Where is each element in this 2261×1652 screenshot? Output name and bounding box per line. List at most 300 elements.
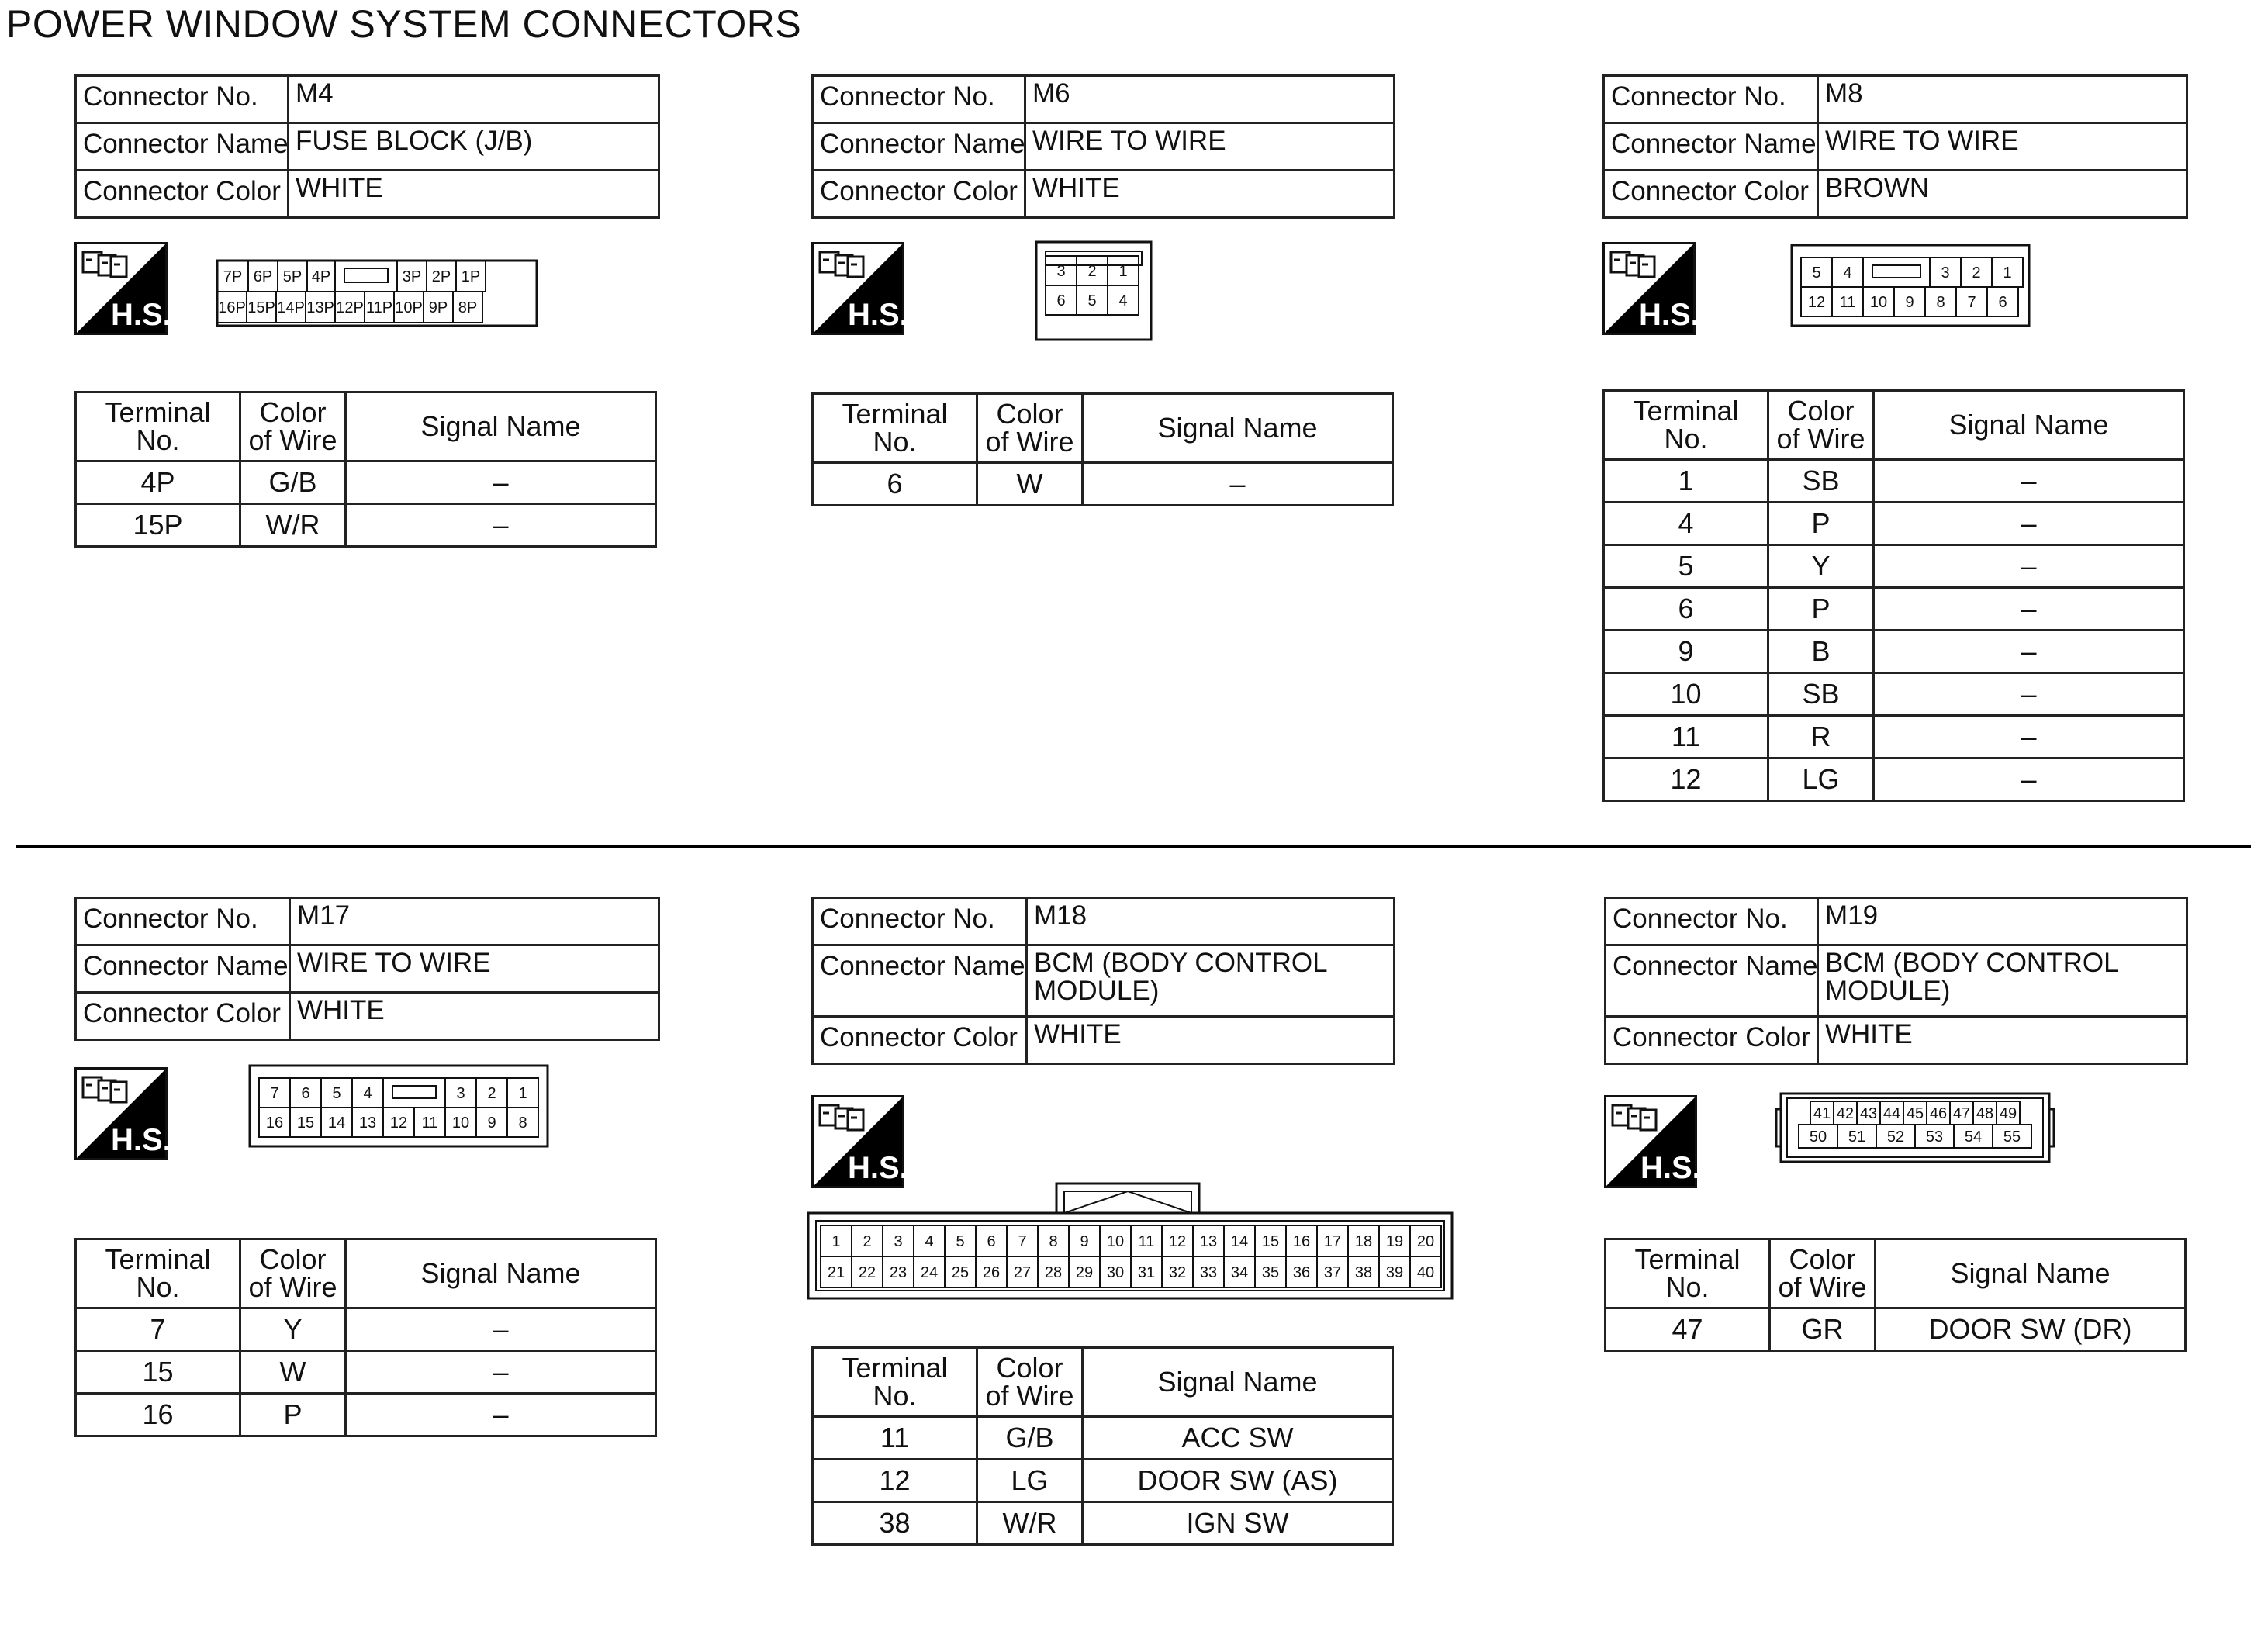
pin-cell <box>1007 1225 1038 1256</box>
pin-cell <box>1987 287 2018 316</box>
connector-color-value: WHITE <box>1025 171 1395 218</box>
pin-cell <box>1348 1256 1379 1287</box>
pin-label: 8 <box>1049 1233 1058 1250</box>
pin-cell <box>1069 1225 1100 1256</box>
terminal-row <box>76 461 656 504</box>
pin-label: 52 <box>1886 1128 1905 1146</box>
connector-shell <box>1792 245 2029 326</box>
pin-cell <box>821 1225 852 1256</box>
connector-no-label: Connector No. <box>813 76 1025 123</box>
pin-cell <box>276 292 306 323</box>
pin-cell <box>1038 1225 1069 1256</box>
pin-label: 26 <box>982 1264 1001 1281</box>
pin-cell <box>1837 1125 1876 1148</box>
pin-label: 48 <box>1976 1105 1994 1122</box>
signal-name-header: Signal Name <box>346 1239 656 1308</box>
wire-color-cell: Y <box>1768 545 1874 588</box>
terminal-row <box>813 1502 1393 1545</box>
connector-info-table <box>811 74 1395 219</box>
pin-label: 45 <box>1906 1105 1924 1122</box>
pin-label: 10 <box>451 1115 470 1132</box>
pin-label: 20 <box>1416 1233 1435 1250</box>
pin-label: 44 <box>1882 1105 1901 1122</box>
pin-label: 6 <box>987 1233 996 1250</box>
connector-name-label: Connector Name <box>76 945 290 993</box>
terminal-no-header: Terminal No. <box>76 1239 240 1308</box>
pin-cell <box>1810 1101 1834 1125</box>
pin-cell <box>1915 1125 1954 1148</box>
pin-cell <box>352 1078 383 1108</box>
pin-label: 14 <box>327 1115 346 1132</box>
pin-cell <box>1857 1101 1880 1125</box>
pin-cell <box>945 1256 976 1287</box>
pin-cell <box>1286 1225 1317 1256</box>
terminal-no-cell: 38 <box>813 1502 977 1545</box>
pin-label: 17 <box>1323 1233 1342 1250</box>
pin-label: 2 <box>1087 263 1097 280</box>
connector-name-label: Connector Name <box>1606 945 1818 1017</box>
connector-no-label: Connector No. <box>1604 76 1818 123</box>
pin-label: 46 <box>1929 1105 1948 1122</box>
pin-cell <box>976 1225 1007 1256</box>
connector-name-value: FUSE BLOCK (J/B) <box>289 123 659 171</box>
pin-cell <box>383 1108 414 1137</box>
pin-label: 24 <box>920 1264 939 1281</box>
terminal-table <box>74 1238 657 1437</box>
pin-label: 55 <box>2003 1128 2021 1146</box>
wire-color-cell: W <box>977 463 1083 506</box>
connector-color-value: WHITE <box>1818 1017 2187 1064</box>
wire-color-cell: W <box>240 1351 346 1394</box>
connector-name-value: WIRE TO WIRE <box>290 945 659 993</box>
pin-cell <box>1162 1256 1193 1287</box>
terminal-row <box>1604 673 2184 716</box>
pin-cell <box>427 261 456 292</box>
pin-label: 34 <box>1230 1264 1249 1281</box>
terminal-no-cell: 15 <box>76 1351 240 1394</box>
pin-cell <box>365 292 394 323</box>
pin-label: 37 <box>1323 1264 1342 1281</box>
pin-label: 3 <box>894 1233 903 1250</box>
hs-badge-label: H.S. <box>1640 1151 1701 1185</box>
pin-label: 47 <box>1952 1105 1971 1122</box>
pin-label: 4 <box>925 1233 934 1250</box>
pin-cell <box>1832 287 1863 316</box>
pin-label: 35 <box>1261 1264 1280 1281</box>
pin-cell <box>476 1108 507 1137</box>
connector-shell <box>250 1066 548 1146</box>
signal-name-cell: – <box>1874 631 2184 673</box>
terminal-no-header: Terminal No. <box>813 394 977 463</box>
pin-label: 30 <box>1106 1264 1125 1281</box>
pin-cell <box>248 261 278 292</box>
connector-no-label: Connector No. <box>813 898 1027 945</box>
terminal-row <box>1604 759 2184 801</box>
wire-color-cell: G/B <box>240 461 346 504</box>
terminal-row <box>1604 503 2184 545</box>
connector-key-slot <box>1872 265 1920 278</box>
terminal-no-cell: 16 <box>76 1394 240 1436</box>
pin-cell <box>1799 1125 1837 1148</box>
pin-cell <box>945 1225 976 1256</box>
terminal-row <box>1604 588 2184 631</box>
pin-cell <box>1903 1101 1927 1125</box>
hs-badge-label: H.S. <box>111 298 171 332</box>
pin-cell <box>1108 256 1139 285</box>
pin-cell <box>1007 1256 1038 1287</box>
terminal-table <box>1604 1238 2187 1352</box>
wire-color-cell: P <box>1768 588 1874 631</box>
pin-cell <box>852 1225 883 1256</box>
connector-color-value: WHITE <box>289 171 659 218</box>
wire-color-cell: W/R <box>977 1502 1083 1545</box>
terminal-no-cell: 12 <box>1604 759 1768 801</box>
pin-cell <box>1108 285 1139 315</box>
pin-cell <box>1162 1225 1193 1256</box>
pin-cell <box>247 292 276 323</box>
terminal-no-cell: 11 <box>813 1417 977 1460</box>
pin-label: 7 <box>1967 294 1976 311</box>
connector-color-label: Connector Color <box>1606 1017 1818 1064</box>
connector-no-label: Connector No. <box>1606 898 1818 945</box>
pin-label: 12 <box>389 1115 408 1132</box>
pin-cell <box>1834 1101 1857 1125</box>
wire-color-cell: G/B <box>977 1417 1083 1460</box>
wire-color-cell: P <box>240 1394 346 1436</box>
pin-cell <box>217 261 248 292</box>
signal-name-header: Signal Name <box>346 392 656 461</box>
connector-info-table <box>74 74 660 219</box>
pin-cell <box>1255 1225 1286 1256</box>
pin-cell <box>1410 1256 1441 1287</box>
harness-side-icon <box>1604 1095 1701 1188</box>
terminal-no-cell: 15P <box>76 504 240 547</box>
connector-color-value: BROWN <box>1818 171 2187 218</box>
pin-cell <box>1193 1256 1224 1287</box>
pin-label: 15 <box>1261 1233 1280 1250</box>
wire-color-cell: B <box>1768 631 1874 673</box>
terminal-no-cell: 4 <box>1604 503 1768 545</box>
hs-badge-label: H.S. <box>1639 298 1699 332</box>
connector-key-slot <box>344 268 388 282</box>
connector-color-value: WHITE <box>1027 1017 1395 1064</box>
pin-cell <box>1925 287 1956 316</box>
terminal-no-header: Terminal No. <box>813 1348 977 1417</box>
terminal-no-cell: 11 <box>1604 716 1768 759</box>
pin-cell <box>290 1078 321 1108</box>
harness-side-icon <box>1602 242 1699 335</box>
pin-cell <box>1876 1125 1915 1148</box>
terminal-row <box>1604 545 2184 588</box>
wire-color-cell: SB <box>1768 460 1874 503</box>
terminal-no-cell: 10 <box>1604 673 1768 716</box>
pin-label: 15P <box>247 299 275 316</box>
connector-name-label: Connector Name <box>1604 123 1818 171</box>
pin-cell <box>1193 1225 1224 1256</box>
pin-cell <box>1379 1225 1410 1256</box>
pin-label: 16 <box>265 1115 284 1132</box>
pin-label: 36 <box>1292 1264 1311 1281</box>
signal-name-cell: ACC SW <box>1083 1417 1393 1460</box>
connector-color-label: Connector Color <box>813 1017 1027 1064</box>
pin-label: 6 <box>1056 292 1066 309</box>
pin-cell <box>1255 1256 1286 1287</box>
signal-name-cell: – <box>1874 503 2184 545</box>
pin-cell <box>883 1256 914 1287</box>
terminal-no-header: Terminal No. <box>1604 391 1768 460</box>
connector-shell <box>808 1213 1452 1298</box>
pin-cell <box>914 1256 945 1287</box>
pin-label: 22 <box>858 1264 876 1281</box>
pin-label: 32 <box>1168 1264 1187 1281</box>
connector-color-label: Connector Color <box>813 171 1025 218</box>
pin-label: 10 <box>1869 294 1888 311</box>
pin-cell <box>507 1078 538 1108</box>
connector-color-value: WHITE <box>290 993 659 1040</box>
connector-no-value: M19 <box>1818 898 2187 945</box>
pin-label: 7P <box>223 268 243 285</box>
pin-label: 6P <box>253 268 273 285</box>
signal-name-header: Signal Name <box>1876 1239 2186 1308</box>
pin-cell <box>1317 1256 1348 1287</box>
pin-label: 9 <box>487 1115 496 1132</box>
signal-name-cell: – <box>1083 463 1393 506</box>
pin-label: 1 <box>831 1233 841 1250</box>
pin-label: 9 <box>1905 294 1914 311</box>
pin-cell <box>321 1078 352 1108</box>
pin-cell <box>1131 1256 1162 1287</box>
pin-label: 27 <box>1013 1264 1032 1281</box>
pin-cell <box>1950 1101 1973 1125</box>
pin-cell <box>1801 257 1832 287</box>
pin-label: 12P <box>336 299 364 316</box>
pin-cell <box>1038 1256 1069 1287</box>
connector-name-value: BCM (BODY CONTROL MODULE) <box>1818 945 2187 1017</box>
pin-label: 3 <box>1941 264 1950 282</box>
color-of-wire-header: Color of Wire <box>240 392 346 461</box>
pin-cell <box>852 1256 883 1287</box>
pin-label: 1P <box>461 268 481 285</box>
pin-label: 38 <box>1354 1264 1373 1281</box>
pin-label: 16P <box>218 299 246 316</box>
terminal-no-cell: 6 <box>813 463 977 506</box>
pin-cell <box>445 1108 476 1137</box>
harness-side-icon <box>74 242 171 335</box>
wire-color-cell: GR <box>1770 1308 1876 1351</box>
wire-color-cell: LG <box>977 1460 1083 1502</box>
terminal-no-cell: 1 <box>1604 460 1768 503</box>
terminal-no-cell: 47 <box>1606 1308 1770 1351</box>
wire-color-cell: P <box>1768 503 1874 545</box>
pin-label: 5 <box>956 1233 965 1250</box>
pin-label: 8P <box>458 299 478 316</box>
connector-name-label: Connector Name <box>813 123 1025 171</box>
pin-label: 41 <box>1813 1105 1831 1122</box>
terminal-no-cell: 6 <box>1604 588 1768 631</box>
terminal-table <box>811 1346 1394 1546</box>
pin-label: 3 <box>456 1085 465 1102</box>
terminal-row <box>813 1460 1393 1502</box>
pin-label: 2 <box>1972 264 1981 282</box>
pin-label: 12 <box>1168 1233 1187 1250</box>
pin-cell <box>1894 287 1925 316</box>
signal-name-header: Signal Name <box>1083 1348 1393 1417</box>
pin-cell <box>352 1108 383 1137</box>
pin-cell <box>307 261 335 292</box>
pin-label: 4 <box>1118 292 1128 309</box>
signal-name-cell: – <box>346 1351 656 1394</box>
connector-info-table <box>811 897 1395 1065</box>
pin-label: 9P <box>428 299 448 316</box>
pin-cell <box>217 292 247 323</box>
hs-badge-label: H.S. <box>848 298 908 332</box>
pin-label: 13 <box>1199 1233 1218 1250</box>
pin-cell <box>1100 1256 1131 1287</box>
terminal-table <box>1602 389 2185 802</box>
terminal-row <box>1604 631 2184 673</box>
signal-name-cell: – <box>346 1308 656 1351</box>
signal-name-cell: – <box>1874 545 2184 588</box>
hs-badge-label: H.S. <box>848 1151 908 1185</box>
pin-label: 1 <box>1118 263 1128 280</box>
pin-label: 25 <box>951 1264 970 1281</box>
pin-label: 6 <box>1998 294 2007 311</box>
pin-label: 2 <box>863 1233 872 1250</box>
pin-label: 40 <box>1416 1264 1435 1281</box>
connector-key-slot <box>392 1086 436 1098</box>
terminal-row <box>76 1351 656 1394</box>
wire-color-cell: LG <box>1768 759 1874 801</box>
terminal-no-cell: 5 <box>1604 545 1768 588</box>
terminal-no-cell: 9 <box>1604 631 1768 673</box>
wire-color-cell: SB <box>1768 673 1874 716</box>
pin-label: 7 <box>270 1085 279 1102</box>
pin-label: 10P <box>395 299 423 316</box>
pin-label: 31 <box>1137 1264 1156 1281</box>
pin-label: 11 <box>1138 1233 1155 1250</box>
pin-label: 54 <box>1964 1128 1983 1146</box>
pin-label: 13P <box>306 299 334 316</box>
pin-cell <box>1069 1256 1100 1287</box>
pin-label: 50 <box>1809 1128 1827 1146</box>
pin-cell <box>1801 287 1832 316</box>
terminal-no-header: Terminal No. <box>76 392 240 461</box>
pin-cell <box>290 1108 321 1137</box>
pin-label: 2P <box>431 268 451 285</box>
pin-label: 7 <box>1018 1233 1027 1250</box>
harness-side-icon <box>74 1067 171 1160</box>
pin-cell <box>1348 1225 1379 1256</box>
pin-cell <box>335 292 365 323</box>
pin-label: 5 <box>1087 292 1097 309</box>
pin-label: 5 <box>332 1085 341 1102</box>
wire-color-cell: W/R <box>240 504 346 547</box>
connector-shell <box>1036 242 1151 340</box>
pin-label: 12 <box>1807 294 1826 311</box>
pin-cell <box>821 1256 852 1287</box>
terminal-row <box>813 463 1393 506</box>
connector-info-table <box>1604 897 2188 1065</box>
pin-cell <box>1131 1225 1162 1256</box>
pin-cell <box>507 1108 538 1137</box>
pin-cell <box>1954 1125 1993 1148</box>
signal-name-cell: DOOR SW (DR) <box>1876 1308 2186 1351</box>
pin-label: 8 <box>518 1115 527 1132</box>
pin-label: 51 <box>1848 1128 1866 1146</box>
page-title: POWER WINDOW SYSTEM CONNECTORS <box>6 2 802 46</box>
pin-label: 8 <box>1936 294 1945 311</box>
pin-label: 4 <box>363 1085 372 1102</box>
pin-cell <box>1992 257 2023 287</box>
connector-no-value: M18 <box>1027 898 1395 945</box>
pin-label: 4P <box>311 268 331 285</box>
pin-label: 21 <box>827 1264 845 1281</box>
pin-cell <box>1317 1225 1348 1256</box>
pin-label: 3 <box>1056 263 1066 280</box>
pin-cell <box>306 292 335 323</box>
signal-name-header: Signal Name <box>1083 394 1393 463</box>
terminal-no-cell: 7 <box>76 1308 240 1351</box>
color-of-wire-header: Color of Wire <box>1770 1239 1876 1308</box>
pin-cell <box>1046 256 1077 285</box>
terminal-table <box>811 392 1394 506</box>
terminal-row <box>813 1417 1393 1460</box>
pin-label: 3P <box>402 268 422 285</box>
pin-label: 43 <box>1859 1105 1878 1122</box>
terminal-row <box>1606 1308 2186 1351</box>
pin-label: 13 <box>358 1115 377 1132</box>
pin-label: 5 <box>1812 264 1821 282</box>
pin-cell <box>1832 257 1863 287</box>
signal-name-cell: – <box>346 504 656 547</box>
harness-side-icon <box>811 1095 908 1188</box>
pin-label: 4 <box>1843 264 1852 282</box>
pin-label: 2 <box>487 1085 496 1102</box>
pin-label: 14 <box>1230 1233 1249 1250</box>
pin-cell <box>1880 1101 1903 1125</box>
pin-cell <box>259 1108 290 1137</box>
terminal-row <box>76 504 656 547</box>
connector-color-label: Connector Color <box>1604 171 1818 218</box>
pin-cell <box>278 261 307 292</box>
connector-info-table <box>74 897 660 1041</box>
connector-no-label: Connector No. <box>76 76 289 123</box>
pin-label: 14P <box>277 299 305 316</box>
pin-cell <box>1286 1256 1317 1287</box>
pin-label: 42 <box>1836 1105 1855 1122</box>
pin-label: 28 <box>1044 1264 1063 1281</box>
signal-name-cell: – <box>346 1394 656 1436</box>
connector-name-label: Connector Name <box>76 123 289 171</box>
pin-cell <box>414 1108 445 1137</box>
pin-label: 19 <box>1385 1233 1404 1250</box>
pin-label: 49 <box>1999 1105 2017 1122</box>
pin-label: 10 <box>1106 1233 1125 1250</box>
signal-name-cell: – <box>346 461 656 504</box>
pin-cell <box>1077 256 1108 285</box>
pin-label: 53 <box>1925 1128 1944 1146</box>
color-of-wire-header: Color of Wire <box>977 394 1083 463</box>
signal-name-cell: – <box>1874 716 2184 759</box>
terminal-no-cell: 12 <box>813 1460 977 1502</box>
terminal-no-cell: 4P <box>76 461 240 504</box>
terminal-row <box>1604 460 2184 503</box>
signal-name-cell: IGN SW <box>1083 1502 1393 1545</box>
pin-label: 39 <box>1385 1264 1404 1281</box>
signal-name-cell: – <box>1874 673 2184 716</box>
connector-color-label: Connector Color <box>76 171 289 218</box>
connector-name-value: BCM (BODY CONTROL MODULE) <box>1027 945 1395 1017</box>
